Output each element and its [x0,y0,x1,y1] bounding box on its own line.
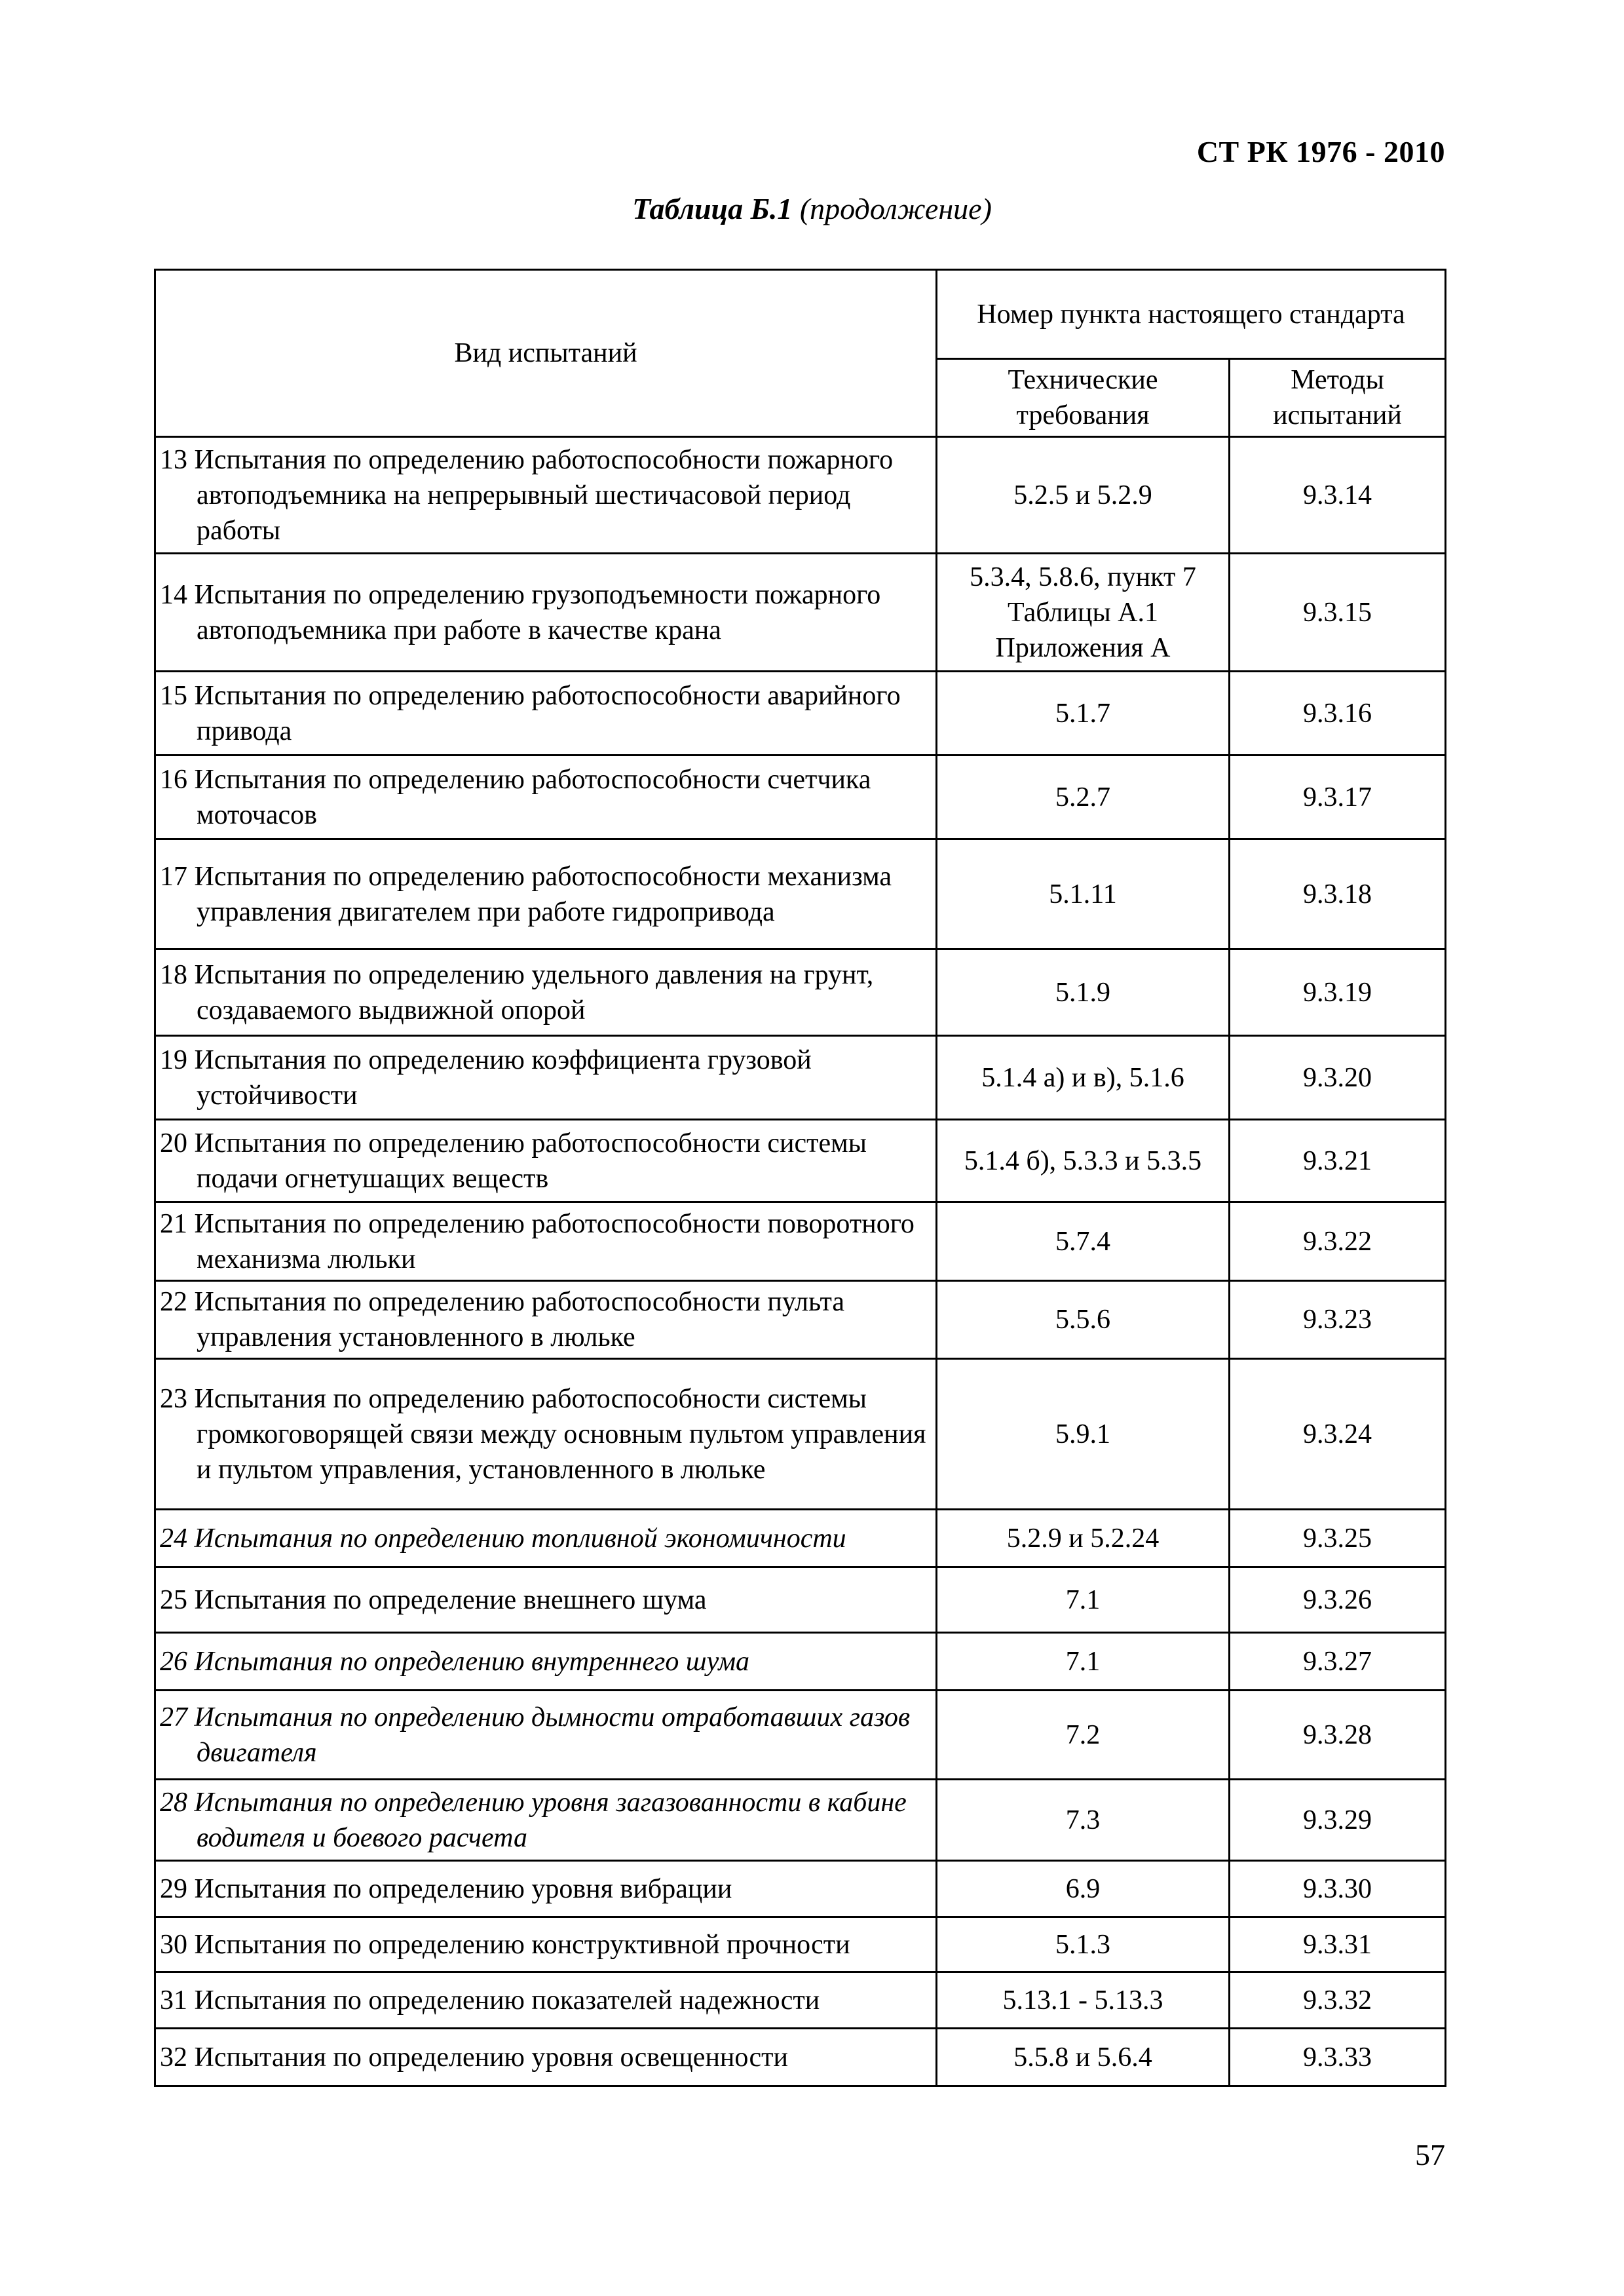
test-methods-cell: 9.3.18 [1230,839,1446,949]
test-methods-cell: 9.3.25 [1230,1510,1446,1567]
table-row [155,1281,1446,1359]
test-methods-cell: 9.3.23 [1230,1281,1446,1359]
test-methods-cell: 9.3.17 [1230,756,1446,839]
technical-requirements-cell: 7.2 [937,1691,1230,1780]
test-methods-cell: 9.3.27 [1230,1633,1446,1691]
header-technical-requirements: Технические требования [937,359,1230,437]
test-kind-cell: 20 Испытания по определению работоспособности системы подачи огнетушащих веществ [155,1120,937,1202]
technical-requirements-cell: 5.1.7 [937,672,1230,756]
tests-table [154,269,1446,2087]
test-methods-cell: 9.3.14 [1230,437,1446,554]
test-kind-cell: 17 Испытания по определению работоспособности механизма управления двигателем при работе гидропривода [155,839,937,949]
test-methods-cell: 9.3.33 [1230,2029,1446,2086]
test-kind-cell: 23 Испытания по определению работоспособности системы громкоговорящей связи между основным пультом управления и пультом управления, установленного в люльке [155,1359,937,1510]
test-methods-cell: 9.3.30 [1230,1861,1446,1917]
table-row [155,1972,1446,2029]
table-body [155,437,1446,2086]
test-methods-cell: 9.3.29 [1230,1780,1446,1861]
test-kind-cell: 25 Испытания по определение внешнего шума [155,1567,937,1633]
test-kind-cell: 22 Испытания по определению работоспособности пульта управления установленного в люльке [155,1281,937,1359]
test-kind-cell: 30 Испытания по определению конструктивной прочности [155,1917,937,1972]
technical-requirements-cell: 5.5.6 [937,1281,1230,1359]
test-methods-cell: 9.3.19 [1230,949,1446,1036]
table-row [155,949,1446,1036]
table-row [155,1036,1446,1120]
test-kind-cell: 13 Испытания по определению работоспособности пожарного автоподъемника на непрерывный шестичасовой период работы [155,437,937,554]
technical-requirements-cell: 5.1.11 [937,839,1230,949]
test-methods-cell: 9.3.22 [1230,1202,1446,1281]
test-kind-cell: 26 Испытания по определению внутреннего шума [155,1633,937,1691]
technical-requirements-cell: 7.1 [937,1567,1230,1633]
test-kind-cell: 18 Испытания по определению удельного давления на грунт, создаваемого выдвижной опорой [155,949,937,1036]
table-row [155,2029,1446,2086]
test-methods-cell: 9.3.15 [1230,554,1446,672]
table-title [0,191,1624,226]
test-methods-cell: 9.3.24 [1230,1359,1446,1510]
test-kind-cell: 15 Испытания по определению работоспособности аварийного привода [155,672,937,756]
test-methods-cell: 9.3.16 [1230,672,1446,756]
page-number: 57 [1415,2138,1445,2172]
technical-requirements-cell: 5.2.9 и 5.2.24 [937,1510,1230,1567]
test-kind-cell: 21 Испытания по определению работоспособности поворотного механизма люльки [155,1202,937,1281]
table-row [155,437,1446,554]
technical-requirements-cell: 5.3.4, 5.8.6, пункт 7 Таблицы А.1 Приложения А [937,554,1230,672]
test-kind-cell: 16 Испытания по определению работоспособности счетчика моточасов [155,756,937,839]
test-kind-cell: 14 Испытания по определению грузоподъемности пожарного автоподъемника при работе в качестве крана [155,554,937,672]
table-row [155,1567,1446,1633]
table-row [155,1633,1446,1691]
table-row [155,839,1446,949]
test-kind-cell: 32 Испытания по определению уровня освещенности [155,2029,937,2086]
technical-requirements-cell: 5.13.1 - 5.13.3 [937,1972,1230,2029]
technical-requirements-cell: 5.1.4 а) и в), 5.1.6 [937,1036,1230,1120]
technical-requirements-cell: 5.9.1 [937,1359,1230,1510]
test-kind-cell: 28 Испытания по определению уровня загазованности в кабине водителя и боевого расчета [155,1780,937,1861]
technical-requirements-cell: 5.1.9 [937,949,1230,1036]
test-kind-cell: 29 Испытания по определению уровня вибрации [155,1861,937,1917]
table-row [155,554,1446,672]
standard-code: СТ РК 1976 - 2010 [1196,135,1445,168]
table-row [155,756,1446,839]
test-methods-cell: 9.3.32 [1230,1972,1446,2029]
technical-requirements-cell: 5.2.5 и 5.2.9 [937,437,1230,554]
test-kind-cell: 19 Испытания по определению коэффициента грузовой устойчивости [155,1036,937,1120]
test-methods-cell: 9.3.28 [1230,1691,1446,1780]
test-kind-cell: 24 Испытания по определению топливной экономичности [155,1510,937,1567]
table-title-label: Таблица Б.1 [632,192,793,225]
technical-requirements-cell: 5.2.7 [937,756,1230,839]
table-row [155,1917,1446,1972]
technical-requirements-cell: 7.3 [937,1780,1230,1861]
technical-requirements-cell: 5.7.4 [937,1202,1230,1281]
table-row [155,672,1446,756]
technical-requirements-cell: 6.9 [937,1861,1230,1917]
technical-requirements-cell: 5.1.4 б), 5.3.3 и 5.3.5 [937,1120,1230,1202]
table-row [155,1691,1446,1780]
table-row [155,1510,1446,1567]
test-methods-cell: 9.3.20 [1230,1036,1446,1120]
table-row [155,1120,1446,1202]
test-methods-cell: 9.3.21 [1230,1120,1446,1202]
test-kind-cell: 31 Испытания по определению показателей надежности [155,1972,937,2029]
technical-requirements-cell: 5.5.8 и 5.6.4 [937,2029,1230,2086]
table-row [155,1359,1446,1510]
test-kind-cell: 27 Испытания по определению дымности отработавших газов двигателя [155,1691,937,1780]
header-test-kind: Вид испытаний [155,270,937,437]
header-clause-number: Номер пункта настоящего стандарта [937,270,1446,359]
test-methods-cell: 9.3.26 [1230,1567,1446,1633]
technical-requirements-cell: 5.1.3 [937,1917,1230,1972]
table-row [155,1202,1446,1281]
table-row [155,1780,1446,1861]
technical-requirements-cell: 7.1 [937,1633,1230,1691]
table-row [155,1861,1446,1917]
test-methods-cell: 9.3.31 [1230,1917,1446,1972]
header-test-methods: Методы испытаний [1230,359,1446,437]
table-title-continuation: (продолжение) [799,192,992,225]
